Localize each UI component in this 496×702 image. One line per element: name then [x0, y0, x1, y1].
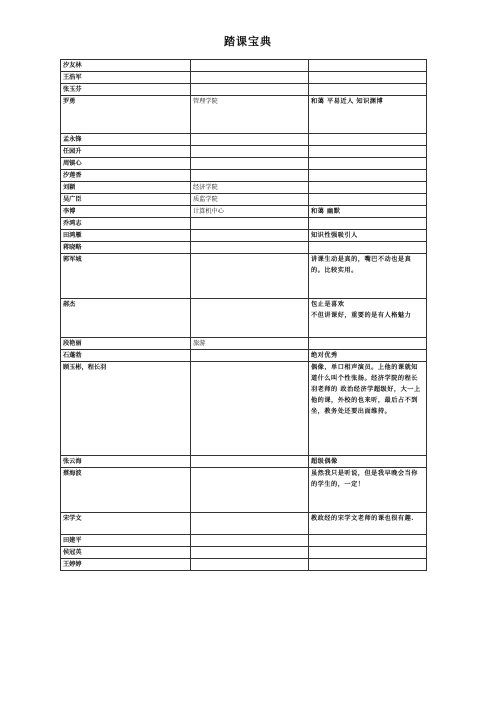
teacher-name-cell: 乔鸿志 — [61, 218, 191, 230]
teacher-name-cell: 李博 — [61, 206, 191, 218]
college-cell — [191, 547, 309, 559]
college-cell — [191, 230, 309, 242]
teacher-name-cell: 田建平 — [61, 535, 191, 547]
comment-cell — [309, 559, 427, 571]
table-row — [61, 230, 427, 242]
comment-cell: 偶像，单口相声演员。上他的课就知道什么叫个性张扬。经济学院的程长羽老师的 政治经济学超级好，大一上他的课，外校的也来听，最后占不到坐，教务处还要出面维持。 — [309, 362, 427, 456]
teacher-name-cell: 田鸿雁 — [61, 230, 191, 242]
college-cell: 管理学院 — [191, 96, 309, 134]
college-cell — [191, 170, 309, 182]
table-row — [61, 242, 427, 254]
college-cell — [191, 72, 309, 84]
table-row — [61, 84, 427, 96]
table-row — [61, 559, 427, 571]
table-row — [61, 96, 427, 134]
teacher-name-cell: 王浩军 — [61, 72, 191, 84]
table-row — [61, 182, 427, 194]
teacher-name-cell: 蔡海波 — [61, 468, 191, 513]
comment-cell — [309, 242, 427, 254]
teacher-name-cell: 蒋晓略 — [61, 242, 191, 254]
table-row — [61, 299, 427, 338]
teacher-review-table — [60, 59, 427, 571]
comment-cell: 和蔼 平易近人 知识渊博 — [309, 96, 427, 134]
table-row — [61, 338, 427, 350]
teacher-name-cell: 张玉芬 — [61, 84, 191, 96]
comment-cell — [309, 146, 427, 158]
comment-cell — [309, 338, 427, 350]
college-cell — [191, 60, 309, 72]
comment-cell — [309, 194, 427, 206]
comment-cell: 讲课生动是真的，嘴巴不动也是真的。比较实用。 — [309, 254, 427, 299]
teacher-name-cell: 汐友林 — [61, 60, 191, 72]
teacher-name-cell: 周镇心 — [61, 158, 191, 170]
college-cell — [191, 254, 309, 299]
college-cell — [191, 513, 309, 535]
table-row — [61, 254, 427, 299]
table-row — [61, 170, 427, 182]
teacher-name-cell: 孟永锋 — [61, 134, 191, 146]
comment-cell — [309, 547, 427, 559]
teacher-name-cell: 顾玉彬，程长羽 — [61, 362, 191, 456]
college-cell — [191, 468, 309, 513]
college-cell — [191, 242, 309, 254]
comment-cell — [309, 134, 427, 146]
comment-cell — [309, 158, 427, 170]
college-cell — [191, 535, 309, 547]
teacher-name-cell: 吴广臣 — [61, 194, 191, 206]
comment-cell: 知识性强吸引人 — [309, 230, 427, 242]
comment-cell: 和蔼 幽默 — [309, 206, 427, 218]
comment-cell — [309, 60, 427, 72]
college-cell — [191, 84, 309, 96]
teacher-name-cell: 王婷婷 — [61, 559, 191, 571]
table-row — [61, 535, 427, 547]
teacher-name-cell: 罗勇 — [61, 96, 191, 134]
table-row — [61, 350, 427, 362]
college-cell — [191, 146, 309, 158]
teacher-name-cell: 郭军城 — [61, 254, 191, 299]
comment-cell: 包止是喜欢 不但讲课好，重要的是有人格魅力 — [309, 299, 427, 338]
comment-cell — [309, 72, 427, 84]
college-cell — [191, 134, 309, 146]
table-row — [61, 468, 427, 513]
comment-cell — [309, 182, 427, 194]
table-row — [61, 60, 427, 72]
college-cell — [191, 350, 309, 362]
college-cell: 质监学院 — [191, 194, 309, 206]
comment-cell — [309, 170, 427, 182]
college-cell: 旅游 — [191, 338, 309, 350]
table-row — [61, 362, 427, 456]
table-row — [61, 72, 427, 84]
teacher-name-cell: 郝杰 — [61, 299, 191, 338]
comment-cell — [309, 218, 427, 230]
table-row — [61, 134, 427, 146]
table-row — [61, 194, 427, 206]
table-row — [61, 206, 427, 218]
table-row — [61, 547, 427, 559]
table-row — [61, 146, 427, 158]
college-cell: 经济学院 — [191, 182, 309, 194]
college-cell — [191, 158, 309, 170]
college-cell — [191, 559, 309, 571]
college-cell — [191, 218, 309, 230]
table-row — [61, 158, 427, 170]
comment-cell — [309, 84, 427, 96]
college-cell — [191, 362, 309, 456]
teacher-name-cell: 汐莲香 — [61, 170, 191, 182]
teacher-name-cell: 石蓬勃 — [61, 350, 191, 362]
teacher-name-cell: 任园升 — [61, 146, 191, 158]
teacher-name-cell: 段艳丽 — [61, 338, 191, 350]
table-row — [61, 218, 427, 230]
comment-cell: 虽然我只是听说，但是我早晚会当你的学生的，一定！ — [309, 468, 427, 513]
comment-cell: 教政经的宋学文老师的课也很有趣. — [309, 513, 427, 535]
teacher-name-cell: 刘颖 — [61, 182, 191, 194]
college-cell: 计算机中心 — [191, 206, 309, 218]
teacher-name-cell: 张云海 — [61, 456, 191, 468]
document-title: 踏课宝典 — [224, 35, 272, 48]
comment-cell — [309, 535, 427, 547]
table-row — [61, 456, 427, 468]
table-row — [61, 513, 427, 535]
comment-cell: 绝对优秀 — [309, 350, 427, 362]
college-cell — [191, 299, 309, 338]
college-cell — [191, 456, 309, 468]
comment-cell: 超级偶像 — [309, 456, 427, 468]
teacher-name-cell: 侯冠英 — [61, 547, 191, 559]
teacher-name-cell: 宋学文 — [61, 513, 191, 535]
